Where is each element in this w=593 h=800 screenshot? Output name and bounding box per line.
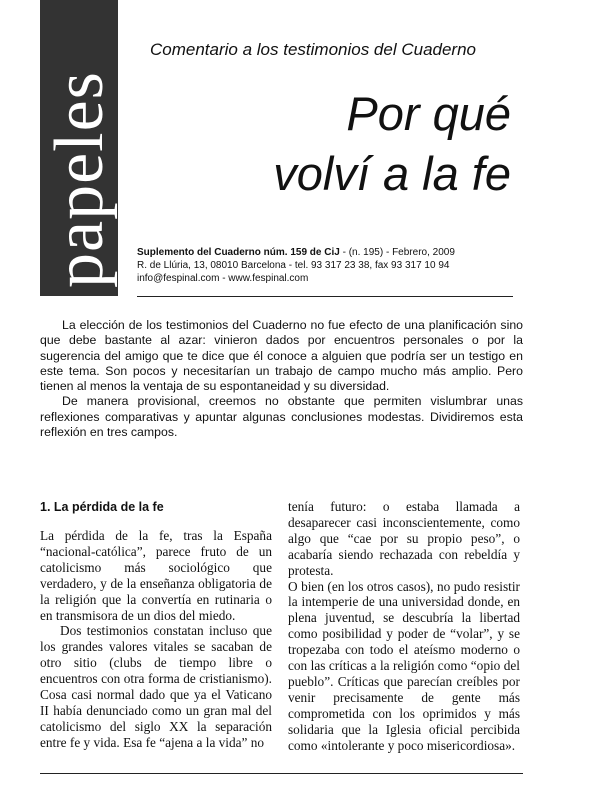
brand-subtitle: CRISTIANISME I JUSTÍCIA (137, 88, 149, 240)
meta-supplement: Suplemento del Cuaderno núm. 159 de CiJ (137, 247, 340, 258)
masthead-sidebar (40, 0, 149, 296)
title-line-1: Por qué (346, 87, 511, 140)
meta-contact: info@fespinal.com - www.fespinal.com (137, 273, 309, 284)
intro-text (40, 318, 523, 440)
left-paragraph-2: Dos testimonios constatan incluso que los grandes valores vitales se sacaban de otro sitio (clubs de tiempo libre o encuentros con otra forma de cristianismo). Cosa casi normal dado que ya el Vaticano II había denunciado como un gran mal del catolicismo del siglo XX la separación entre fe y vida. Esa fe “ajena a la vida” no (40, 623, 272, 750)
left-paragraph-1: La pérdida de la fe, tras la España “nacional-católica”, parece fruto de un catolicismo más sociológico que verdadero, y de la enseñanza obligatoria de la religión que la convertía en rutinaria o en transmisora de un dios del miedo. (40, 528, 272, 623)
publication-meta (137, 246, 455, 285)
intro-paragraph-2: De manera provisional, creemos no obstante que permiten vislumbrar unas reflexiones comparativas y apuntar algunas conclusiones modestas. Dividiremos esta reflexión en tres campos. (40, 394, 523, 440)
right-paragraph-2: O bien (en los otros casos), no pudo resistir la intemperie de una universidad donde, en plena juventud, se descubría la libertad como posibilidad y poder de “volar”, y se tropezaba con todo el ateísmo moderno o con las críticas a la religión como “opio del pueblo”. Críticas que parecían creíbles por venir precisamente de gente más comprometida con los oprimidos y más solidaria que la Iglesia oficial percibida como «intolerante y poco misericordiosa». (288, 578, 520, 753)
section-heading: 1. La pérdida de la fe (40, 500, 164, 514)
brand-logo: papeles (41, 71, 118, 288)
header-divider (137, 296, 513, 297)
right-paragraph-1: tenía futuro: o estaba llamada a desaparecer casi inconscientemente, como algo que “cae por su propio peso”, o acabaría siendo rechazada con rebeldía y protesta. (288, 499, 520, 578)
page-title (273, 84, 511, 204)
column-right (288, 499, 520, 754)
title-line-2: volví a la fe (273, 147, 511, 200)
meta-address: R. de Llúria, 13, 08010 Barcelona - tel. 93 317 23 38, fax 93 317 10 94 (137, 260, 450, 271)
intro-paragraph-1: La elección de los testimonios del Cuaderno no fue efecto de una planificación sino que debe bastante al azar: vinieron dados por encuentros personales o por la sugerencia del amigo que te dice que él conoce a alguien que podría ser un testigo en este tema. Son pocos y necesitarían un trabajo de campo mucho más amplio. Pero tienen al menos la ventaja de su espontaneidad y su diversidad. (40, 318, 523, 394)
header-kicker: Comentario a los testimonios del Cuaderno (150, 40, 477, 59)
meta-issue-line (137, 246, 455, 259)
meta-issue: - (n. 195) - Febrero, 2009 (339, 247, 455, 258)
footer-divider (40, 773, 523, 774)
column-left (40, 500, 272, 751)
